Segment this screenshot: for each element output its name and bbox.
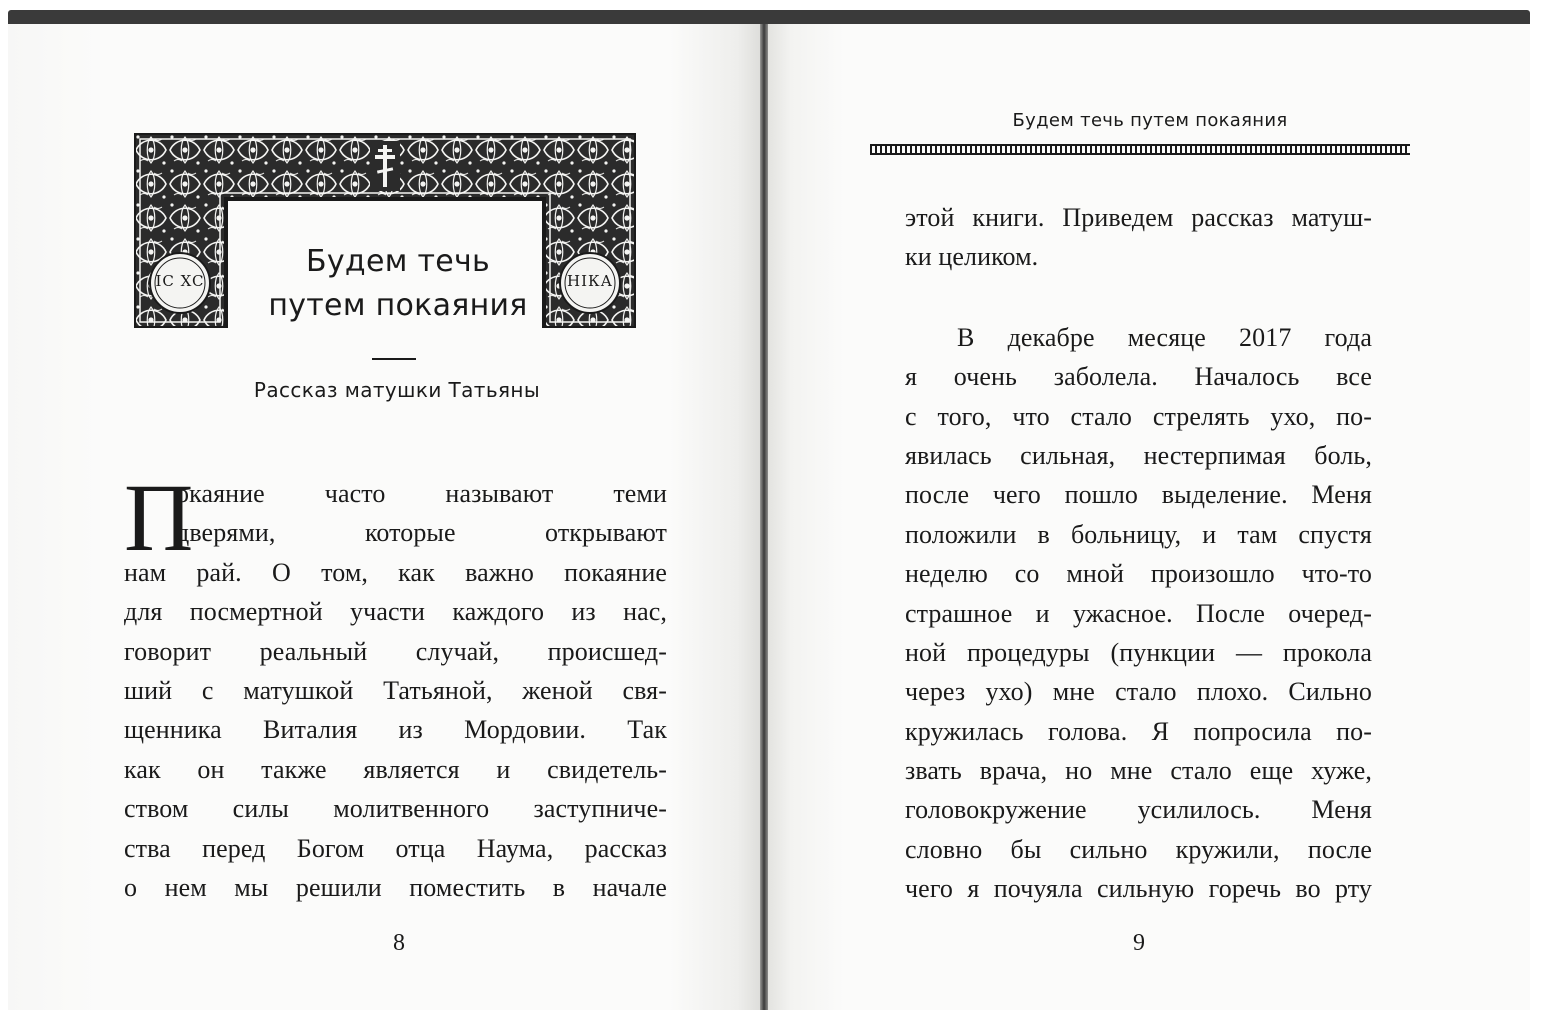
body-line: ки целиком. [905,242,1039,272]
body-line: ший с матушкой Татьяной, женой свя- [124,675,667,705]
body-line: словно бы сильно кружили, после [905,834,1372,864]
body-line: дверями, которые открывают [176,518,667,548]
body-line: для посмертной участи каждого из нас, [124,597,667,627]
body-line: явилась сильная, нестерпимая боль, [905,440,1372,470]
cross-icon [370,141,400,191]
medallion-right-label: НIКА [567,272,613,290]
body-line: после чего пошло выделение. Меня [905,480,1372,510]
body-line: В декабре месяце 2017 года [957,322,1372,352]
body-line: через ухо) мне стало плохо. Сильно [905,677,1372,707]
body-line: говорит реальный случай, происшед- [124,636,667,666]
title-rule [372,358,416,360]
book-gutter [760,24,768,1010]
body-line: страшное и ужасное. После очеред- [905,598,1372,628]
body-line: положили в больницу, и там спустя [905,519,1372,549]
body-line: кружилась голова. Я попросила по- [905,716,1372,746]
left-body-text [124,464,667,907]
body-line: неделю со мной произошло что-то [905,559,1372,589]
medallion-left-label: IC XC [155,272,205,290]
chapter-title [230,240,566,328]
drop-cap: П [124,464,194,571]
body-line: ной процедуры (пункции — прокола [905,637,1372,667]
body-line: ства перед Богом отца Наума, рассказ [124,833,667,863]
body-line: как он также является и свидетель- [124,754,667,784]
body-line: с того, что стало стрелять ухо, по- [905,401,1372,431]
chapter-title-line: путем покаяния [268,288,528,323]
chapter-title-line: Будем течь [305,244,491,279]
body-line: ством силы молитвенного заступниче- [124,794,667,824]
body-line: чего я почуяла сильную горечь во рту [905,874,1372,904]
body-line: щенника Виталия из Мордовии. Так [124,715,667,745]
body-line: окаяние часто называют теми [176,479,667,508]
running-head-rule [870,144,1410,155]
page-number-left: 8 [393,930,405,956]
page-number-right: 9 [1133,930,1145,956]
chapter-subtitle: Рассказ матушки Татьяны [253,378,541,402]
right-body-text [905,198,1372,909]
running-head: Будем течь путем покаяния [1012,110,1288,131]
body-line: звать врача, но мне стало еще хуже, [905,756,1372,786]
body-line: нам рай. О том, как важно покаяние [124,557,667,587]
body-line: я очень заболела. Началось все [905,362,1372,392]
body-line: этой книги. Приведем рассказ матуш- [905,203,1372,232]
paragraph-gap [905,277,1372,318]
body-line: о нем мы решили поместить в начале [124,872,667,902]
body-line: головокружение усилилось. Меня [905,795,1372,825]
